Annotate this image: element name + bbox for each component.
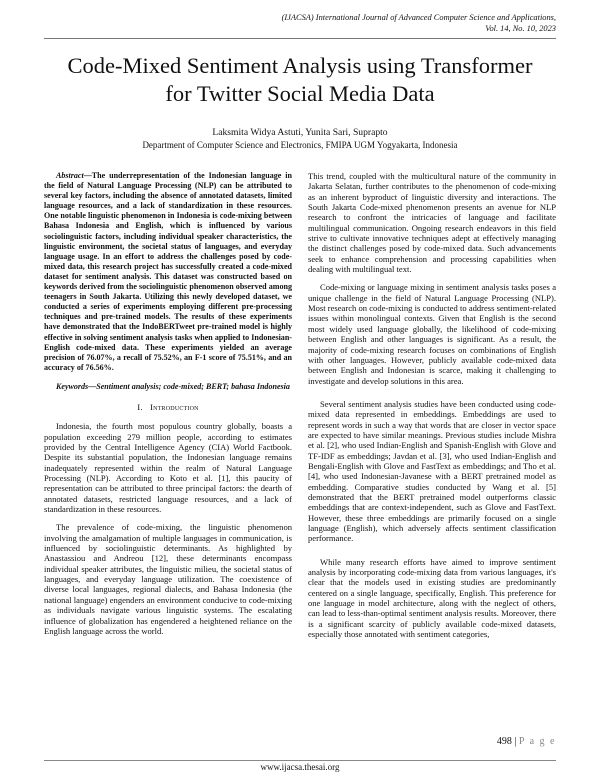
keywords bbox=[44, 382, 292, 392]
abstract bbox=[44, 171, 292, 373]
abstract-label: Abstract bbox=[56, 171, 84, 180]
abstract-dash: — bbox=[83, 171, 92, 180]
paragraph: Several sentiment analysis studies have been conducted using code-mixed data represented in embeddings. Embeddings are used to represent words in such a way that words that are closer in vector space are expected to have similar meanings. Previous studies include Mishra et al. [2], who used Indian-English and Spanish-English with Glove and TF-IDF as embeddings; Javdan et al. [3], who used Indian-English and Bengali-English with Glove and FastText as embeddings; and Tho et al. [4], who used Indonesian-Javanese with a BERT pretrained model as embedding. Comparative studies conducted by Wang et al. [5] demonstrated that the BERT pretrained model outperforms classic embeddings that are context-independent, such as Glove and FastText. However, these three embeddings are primarily focused on a single language (English), which adversely affects sentiment classification performance. bbox=[308, 398, 556, 544]
right-column bbox=[308, 171, 556, 639]
paragraph: Code-mixing or language mixing in sentiment analysis tasks poses a unique challenge in the field of Natural Language Processing (NLP). Most research on code-mixing is conducted to address sentiment-related issues within monolingual contexts. Given that English is the second most widely used language globally, the likelihood of code-mixing between English and other languages is significant. As a result, the majority of code-mixing research focuses on combinations of English with other languages. However, publicly available code-mixed data between English and Indonesian is scarce, making it challenging to investigate and develop solutions in this area. bbox=[308, 282, 556, 386]
page-number-value: 498 bbox=[496, 736, 512, 747]
paragraph: While many research efforts have aimed to improve sentiment analysis by incorporating code-mixing data from various languages, it's clear that the models used in existing studies are predominantly centered on a single language, specifically, English. This preference for one language in model architecture, along with the neglect of others, can lead to less-than-optimal sentiment analysis results. Moreover, there is a significant scarcity of publicly available code-mixed datasets, especially those annotated with sentiment categories, bbox=[308, 556, 556, 640]
footer-rule bbox=[44, 760, 556, 761]
journal-volume: Vol. 14, No. 10, 2023 bbox=[485, 23, 556, 33]
abstract-text: The underrepresentation of the Indonesian language in the field of Natural Language Processing (NLP) can be attributed to several key factors, including the absence of annotated datasets, limited language resources, and a lack of standardization in these resources. One notable linguistic phenomenon in Indonesia is code-mixing between Bahasa Indonesia and English, which is influenced by various sociolinguistic factors, including individual speaker characteristics, the linguistic environment, the societal status of languages, and everyday language usage. In an effort to address the challenges posed by code-mixed data, this research project has successfully created a code-mixed dataset for sentiment analysis. This dataset was constructed based on keywords derived from the sociolinguistic phenomenon observed among teenagers in South Jakarta. Utilizing this newly developed dataset, we conducted a series of experiments employing different pre-processing techniques and pre-trained models. The results of these experiments have demonstrated that the IndoBERTweet pre-trained model is highly effective in solving sentiment analysis tasks when applied to Indonesian-English code-mixed data. These experiments yielded an average precision of 76.07%, a recall of 75.52%, an F-1 score of 75.51%, and an accuracy of 76.56%. bbox=[44, 171, 292, 372]
page-number bbox=[497, 736, 556, 747]
journal-header bbox=[216, 13, 556, 34]
section-heading-introduction bbox=[44, 402, 292, 412]
page-number-separator: | bbox=[511, 736, 519, 747]
paper-title bbox=[40, 52, 560, 108]
paragraph: Indonesia, the fourth most populous country globally, boasts a population exceeding 279 million people, according to estimates provided by the Central Intelligence Agency (CIA) World Factbook. Despite its substantial population, the Indonesian language remains inadequately represented within the realm of Natural Language Processing (NLP). According to Koto et al. [1], this paucity of representation can be attributed to three principal factors: the dearth of annotated datasets, restricted language resources, and a lack of standardization in these resources. bbox=[44, 421, 292, 515]
title-line-1: Code-Mixed Sentiment Analysis using Transformer bbox=[67, 53, 533, 78]
paragraph: This trend, coupled with the multicultural nature of the community in Jakarta Selatan, further contributes to the phenomenon of code-mixing as an inherent byproduct of linguistic diversity and interactions. The South Jakarta Code-mixed phenomenon presents an avenue for NLP research to confront the intricacies of language and facilitate multilingual communication. Ongoing research endeavors in this field strive to cultivate innovative techniques adept at effectively managing the distinct challenges posed by code-mixed data. Such advancements seek to enhance comprehension and processing capabilities when dealing with multilingual text. bbox=[308, 171, 556, 275]
header-rule bbox=[44, 38, 556, 39]
section-title: Introduction bbox=[150, 401, 199, 412]
section-number: I. bbox=[137, 401, 143, 412]
journal-name: (IJACSA) International Journal of Advanced Computer Science and Applications, bbox=[281, 13, 556, 22]
page-word: P a g e bbox=[518, 736, 556, 747]
authors: Laksmita Widya Astuti, Yunita Sari, Suprapto bbox=[212, 127, 388, 138]
affiliation: Department of Computer Science and Electronics, FMIPA UGM Yogyakarta, Indonesia bbox=[142, 140, 458, 150]
left-column bbox=[44, 171, 292, 636]
paragraph: The prevalence of code-mixing, the linguistic phenomenon involving the amalgamation of multiple languages in communication, is influenced by sociolinguistic determinants. As highlighted by Anastassiou and Andreou [12], these determinants encompass individual speaker attributes, the linguistic milieu, the societal status of languages, and everyday language utilization. The coexistence of diverse local languages, regional dialects, and Bahasa Indonesia (the national language) engenders an environment conducive to code-mixing as individuals navigate various linguistic systems. The escalating influence of globalization has engendered a heightened reliance on the English language across the world. bbox=[44, 522, 292, 636]
keywords-text: —Sentiment analysis; code-mixed; BERT; bahasa Indonesia bbox=[88, 381, 290, 391]
journal-url: www.ijacsa.thesai.org bbox=[260, 762, 340, 772]
title-line-2: for Twitter Social Media Data bbox=[165, 81, 435, 106]
keywords-label: Keywords bbox=[56, 381, 89, 391]
